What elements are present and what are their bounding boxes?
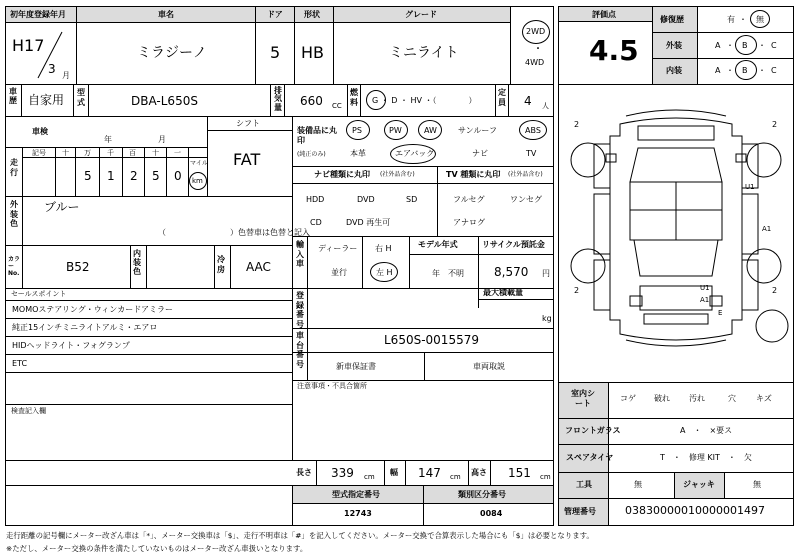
equip-navi: ナビ bbox=[472, 149, 488, 158]
equip-airbag: エアバッグ bbox=[395, 149, 435, 158]
seat-opt-5: キズ bbox=[756, 394, 772, 403]
reg-date-label: 初年度登録年月 bbox=[10, 10, 66, 19]
ac-value: AAC bbox=[246, 260, 271, 274]
damage-mark-u1-door: U1 bbox=[745, 183, 755, 191]
tv-analog: アナログ bbox=[453, 218, 485, 227]
seat-opt-3: 汚れ bbox=[689, 394, 705, 403]
drive-2wd: 2WD bbox=[526, 27, 546, 36]
damage-mark-fr: 2 bbox=[772, 120, 778, 129]
displacement-label: 排気量 bbox=[274, 86, 282, 112]
length-unit: cm bbox=[364, 473, 375, 481]
equip-ps: PS bbox=[352, 126, 362, 135]
ext-grade-b: B bbox=[742, 41, 748, 50]
damage-mark-fl: 2 bbox=[574, 120, 580, 129]
chassis-label: 車台番号 bbox=[296, 331, 304, 369]
int-color-label: 内装色 bbox=[133, 249, 141, 276]
damage-mark-a1-rear: A1 bbox=[700, 296, 710, 304]
repair-yes: 有 bbox=[727, 15, 735, 24]
height-unit: cm bbox=[540, 473, 551, 481]
type-no-value: 12743 bbox=[344, 509, 372, 518]
reg-month-unit: 月 bbox=[62, 71, 70, 80]
height-label: 高さ bbox=[471, 468, 487, 477]
manual-label: 車両取説 bbox=[473, 362, 505, 371]
repair-no: 無 bbox=[756, 15, 764, 24]
navi-dvd: DVD bbox=[357, 195, 375, 204]
unit-2: 万 bbox=[84, 149, 91, 157]
car-damage-diagram bbox=[560, 90, 792, 380]
grade-label: グレード bbox=[405, 10, 437, 19]
damage-mark-rl: 2 bbox=[574, 286, 580, 295]
mileage-digit-1: 5 bbox=[84, 169, 92, 183]
sales-line-3: HIDヘッドライト・フォグランプ bbox=[12, 341, 130, 350]
import-dealer: ディーラー bbox=[318, 244, 358, 253]
ext-color-label: 外装色 bbox=[10, 200, 18, 229]
spare-label: スペアタイヤ bbox=[566, 453, 614, 462]
ext-grade-c: C bbox=[771, 41, 777, 50]
mileage-digit-5: 0 bbox=[174, 169, 182, 183]
tv-title: TV 種類に丸印 bbox=[446, 170, 501, 179]
seat-label: 室内シート bbox=[571, 389, 595, 409]
mileage-digit-3: 2 bbox=[130, 169, 138, 183]
glass-options: A ・ ×要ス bbox=[680, 426, 733, 435]
drive-sep: ・ bbox=[533, 44, 543, 55]
type-no-label: 型式指定番号 bbox=[332, 490, 380, 499]
int-grade-b: B bbox=[742, 66, 748, 75]
model-year-label: モデル年式 bbox=[418, 240, 458, 249]
model-value: DBA-L650S bbox=[131, 94, 198, 108]
equip-sunroof: サンルーフ bbox=[458, 126, 497, 135]
navi-title: ナビ種類に丸印 bbox=[314, 170, 370, 179]
glass-label: フロントガラス bbox=[565, 426, 621, 435]
mileage-digit-4: 5 bbox=[152, 169, 160, 183]
mileage-digit-2: 1 bbox=[107, 169, 115, 183]
navi-dvd-play: DVD 再生可 bbox=[346, 218, 391, 227]
length-value: 339 bbox=[331, 466, 354, 480]
score-label: 評価点 bbox=[592, 10, 616, 19]
reg-month: 3 bbox=[48, 62, 56, 76]
color-code-value: B52 bbox=[66, 260, 90, 274]
jack-label: ジャッキ bbox=[683, 480, 715, 489]
reg-number-label: 登録番号 bbox=[296, 291, 304, 329]
color-change-note: （ ）色替車は色替と記入 bbox=[158, 228, 310, 237]
ext-sep-1: ・ bbox=[726, 41, 734, 50]
seat-opt-4: 穴 bbox=[728, 394, 736, 403]
equip-label: 装備品に丸印 bbox=[297, 126, 337, 146]
mileage-label: 走行 bbox=[10, 158, 18, 177]
import-label: 輸入車 bbox=[296, 240, 304, 269]
fuel-options: G ・ D ・ HV ・（ ） bbox=[372, 96, 477, 105]
car-name-label: 車名 bbox=[158, 10, 174, 19]
symbol-label: 記号 bbox=[32, 149, 46, 157]
int-grade-c: C bbox=[771, 66, 777, 75]
shape-label: 形状 bbox=[304, 10, 320, 19]
jack-value: 無 bbox=[753, 480, 761, 489]
spare-options: T ・ 修理 KIT ・ 欠 bbox=[660, 453, 752, 462]
car-name: ミラジーノ bbox=[137, 45, 207, 61]
seat-opt-2: 破れ bbox=[654, 394, 670, 403]
navi-cd: CD bbox=[310, 218, 322, 227]
footer-note-1: 走行距離の記号欄にメーター改ざん車は「*」、メーター交換車は「$」、走行不明車は「#」を記入してください。メーター交換で合算表示した場合にも「$」は必要となります。 bbox=[6, 531, 594, 540]
mgmt-value: 03830000010000001497 bbox=[625, 504, 765, 517]
equip-pw: PW bbox=[389, 126, 402, 135]
usage-label: 車歴 bbox=[9, 87, 17, 105]
max-load-label: 最大積載量 bbox=[483, 288, 523, 297]
seat-opt-1: コゲ bbox=[620, 394, 636, 403]
import-rh: 右 H bbox=[375, 244, 392, 253]
tv-oneseg: ワンセグ bbox=[510, 195, 542, 204]
ext-grade-a: A bbox=[715, 41, 721, 50]
navi-hdd: HDD bbox=[306, 195, 325, 204]
tv-title-note: (社外品含む) bbox=[508, 171, 543, 178]
ext-grade-label: 外装 bbox=[666, 41, 682, 50]
damage-mark-e: E bbox=[718, 309, 723, 317]
max-load-unit: kg bbox=[542, 314, 552, 323]
class-no-value: 0084 bbox=[480, 509, 503, 518]
displacement-value: 660 bbox=[300, 94, 323, 108]
color-code-label: カラーNo. bbox=[8, 256, 21, 278]
height-value: 151 bbox=[508, 466, 531, 480]
shift-label: シフト bbox=[236, 119, 260, 128]
equip-sublabel: (純正のみ) bbox=[297, 151, 326, 158]
int-grade-a: A bbox=[715, 66, 721, 75]
inspection-label: 車検 bbox=[32, 127, 48, 136]
navi-sd: SD bbox=[406, 195, 418, 204]
drive-4wd: 4WD bbox=[525, 58, 545, 67]
door-label: ドア bbox=[267, 10, 283, 19]
import-parallel: 並行 bbox=[331, 268, 347, 277]
ext-color-value: ブルー bbox=[44, 200, 80, 214]
score-value: 4.5 bbox=[589, 34, 639, 67]
equip-aw: AW bbox=[424, 126, 437, 135]
ac-label: 冷房 bbox=[217, 255, 225, 274]
shift-value: FAT bbox=[233, 150, 261, 169]
width-unit: cm bbox=[450, 473, 461, 481]
repair-sep: ・ bbox=[739, 15, 747, 24]
capacity-value: 4 bbox=[524, 94, 532, 108]
capacity-label: 定員 bbox=[498, 88, 506, 107]
repair-label: 修復歴 bbox=[660, 15, 684, 24]
equip-abs: ABS bbox=[525, 126, 541, 135]
doors-value: 5 bbox=[270, 43, 281, 62]
unit-6: 一 bbox=[174, 149, 181, 157]
guarantee-label: 新車保証書 bbox=[336, 362, 376, 371]
equip-leather: 本革 bbox=[350, 149, 366, 158]
usage-value: 自家用 bbox=[28, 93, 65, 107]
width-label: 幅 bbox=[390, 468, 398, 477]
model-year-value: 年 不明 bbox=[432, 269, 464, 278]
class-no-label: 類別区分番号 bbox=[458, 490, 506, 499]
length-label: 長さ bbox=[296, 468, 312, 477]
recycle-label: リサイクル預託金 bbox=[482, 240, 545, 249]
reg-era: H17 bbox=[12, 36, 45, 55]
grade-value: ミニライト bbox=[389, 45, 459, 61]
caution-label: 注意事項・不具合箇所 bbox=[297, 382, 367, 390]
tool-label: 工具 bbox=[576, 480, 592, 489]
recycle-value: 8,570 bbox=[494, 265, 529, 279]
sales-line-2: 純正15インチミニライトアルミ・エアロ bbox=[12, 323, 158, 332]
int-sep-1: ・ bbox=[726, 66, 734, 75]
tv-fullseg: フルセグ bbox=[453, 195, 485, 204]
footer-note-2: ※ただし、メーター交換の条件を満たしていないものはメーター改ざん車扱いとなります。 bbox=[6, 544, 308, 553]
navi-title-note: (社外品含む) bbox=[380, 171, 415, 178]
width-value: 147 bbox=[418, 466, 441, 480]
inspection-notes-label: 検査記入欄 bbox=[11, 407, 46, 415]
int-grade-label: 内装 bbox=[666, 66, 682, 75]
mile-label: マイル bbox=[190, 160, 208, 167]
damage-mark-u1-rear: U1 bbox=[700, 284, 710, 292]
unit-1: 十 bbox=[62, 149, 69, 157]
capacity-unit: 人 bbox=[542, 102, 549, 110]
sales-line-1: MOMOステアリング・ウィンカードアミラー bbox=[12, 305, 174, 314]
damage-mark-a1-door: A1 bbox=[762, 225, 772, 233]
mgmt-label: 管理番号 bbox=[564, 507, 596, 516]
shape-value: HB bbox=[301, 43, 325, 62]
km-label: km bbox=[192, 177, 203, 185]
sales-line-4: ETC bbox=[12, 359, 28, 368]
tool-value: 無 bbox=[634, 480, 642, 489]
ext-sep-2: ・ bbox=[758, 41, 766, 50]
unit-3: 千 bbox=[107, 149, 114, 157]
unit-4: 百 bbox=[129, 149, 136, 157]
chassis-value: L650S-0015579 bbox=[384, 333, 479, 347]
equip-tv: TV bbox=[526, 149, 537, 158]
model-label: 型式 bbox=[77, 88, 85, 107]
int-sep-2: ・ bbox=[758, 66, 766, 75]
sales-label: セールスポイント bbox=[11, 290, 67, 298]
import-lh: 左 H bbox=[376, 268, 393, 277]
fuel-label: 燃料 bbox=[350, 88, 358, 107]
damage-mark-rr: 2 bbox=[772, 286, 778, 295]
inspection-month: 月 bbox=[158, 135, 166, 144]
inspection-year: 年 bbox=[104, 135, 112, 144]
recycle-unit: 円 bbox=[542, 269, 550, 278]
unit-5: 十 bbox=[152, 149, 159, 157]
displacement-unit: CC bbox=[332, 102, 342, 110]
